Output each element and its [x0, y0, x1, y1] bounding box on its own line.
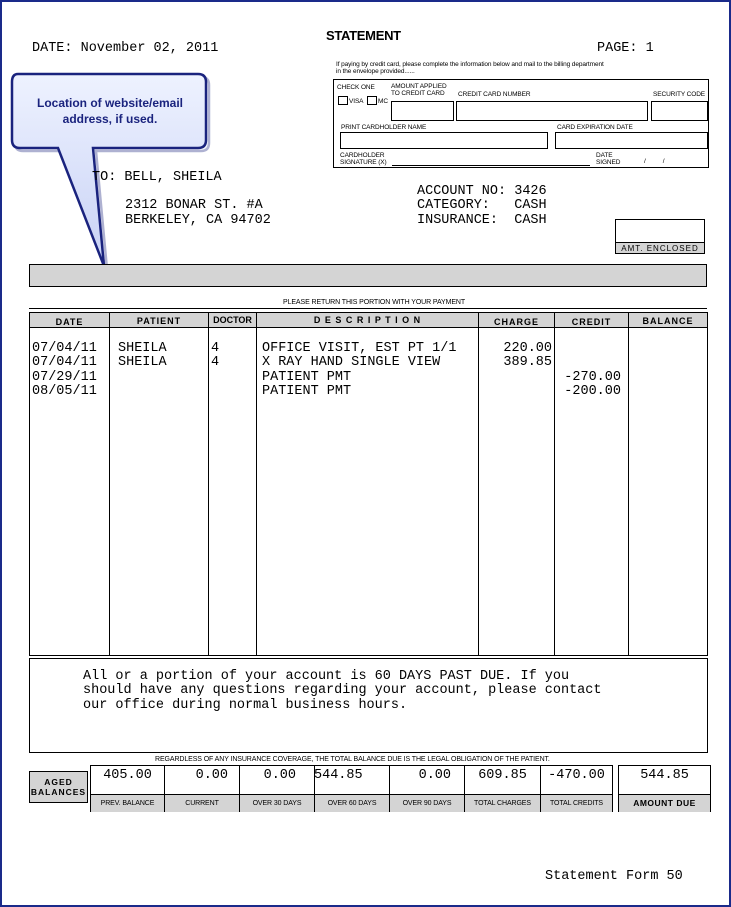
row-charge: 220.00 — [503, 341, 552, 356]
website-bar — [29, 264, 707, 287]
row-doctor: 4 — [211, 355, 220, 370]
visa-label: VISA — [349, 98, 364, 105]
aged-value-total-credits: -470.00 — [548, 768, 605, 783]
aged-value-total-charges: 609.85 — [478, 768, 527, 783]
aged-value-prev-balance: 405.00 — [103, 768, 152, 783]
col-header-charge: CHARGE — [493, 317, 539, 327]
tear-line — [29, 308, 707, 309]
row-date: 07/29/11 — [32, 370, 97, 385]
aged-label-over-60: OVER 60 DAYS — [327, 800, 377, 807]
row-description: OFFICE VISIT, EST PT 1/1 — [262, 341, 457, 356]
row-description: X RAY HAND SINGLE VIEW — [262, 355, 441, 370]
recipient-street: 2312 BONAR ST. #A — [125, 198, 263, 213]
col-divider-2 — [208, 313, 209, 656]
signature-label: CARDHOLDER SIGNATURE (X) — [340, 152, 387, 166]
security-code-field[interactable] — [651, 101, 708, 121]
legal-note: REGARDLESS OF ANY INSURANCE COVERAGE, THE TOTAL BALANCE DUE IS THE LEGAL OBLIGATION OF THE PATIENT. — [155, 756, 550, 763]
col-divider-1 — [109, 313, 110, 656]
amt-enclosed-field[interactable] — [615, 219, 705, 243]
row-credit: -200.00 — [564, 384, 621, 399]
col-divider-5 — [554, 313, 555, 656]
row-date: 08/05/11 — [32, 384, 97, 399]
col-divider-6 — [628, 313, 629, 656]
col-header-credit: CREDIT — [571, 317, 612, 327]
callout-text: Location of website/email address, if used. — [36, 96, 184, 126]
message-line-1: All or a portion of your account is 60 DAYS PAST DUE. If you — [83, 669, 570, 684]
date-signed-label: DATE SIGNED — [596, 152, 621, 166]
row-patient: SHEILA — [118, 355, 167, 370]
message-line-2: should have any questions regarding your account, please contact — [83, 683, 602, 698]
form-name: Statement Form 50 — [545, 869, 683, 884]
aged-label-total-charges: TOTAL CHARGES — [474, 800, 531, 807]
account-category: CATEGORY: CASH — [417, 198, 547, 213]
aged-label-line-2: BALANCES — [30, 787, 87, 797]
page-number: PAGE: 1 — [597, 41, 654, 56]
amount-applied-field[interactable] — [391, 101, 454, 121]
print-name-label: PRINT CARDHOLDER NAME — [341, 124, 427, 131]
amount-due-label: AMOUNT DUE — [619, 794, 710, 812]
aged-value-over-60: 544.85 — [314, 768, 363, 783]
amt-enclosed-label: AMT. ENCLOSED — [615, 242, 705, 254]
mc-label: MC — [378, 98, 388, 105]
mc-checkbox[interactable] — [367, 96, 377, 105]
cc-instructions: If paying by credit card, please complete the information below and mail to the billing department in the envelope provided...... — [336, 61, 604, 75]
aged-label-over-30: OVER 30 DAYS — [252, 800, 302, 807]
account-number: ACCOUNT NO: 3426 — [417, 184, 547, 199]
statement-title: STATEMENT — [326, 28, 401, 43]
account-insurance: INSURANCE: CASH — [417, 213, 547, 228]
col-header-description: D E S C R I P T I O N — [313, 315, 422, 325]
row-date: 07/04/11 — [32, 341, 97, 356]
security-code-label: SECURITY CODE — [653, 91, 706, 98]
cc-check-one: CHECK ONE — [337, 84, 375, 91]
col-header-patient: PATIENT — [136, 316, 182, 326]
aged-balances-label — [29, 771, 88, 803]
statement-date: DATE: November 02, 2011 — [32, 41, 219, 56]
col-header-balance: BALANCE — [642, 316, 694, 326]
aged-label-line-1: AGED — [44, 777, 73, 787]
row-date: 07/04/11 — [32, 355, 97, 370]
visa-checkbox[interactable] — [338, 96, 348, 105]
date-signed-slashes: / / — [644, 158, 665, 165]
aged-label-total-credits: TOTAL CREDITS — [549, 800, 604, 807]
aged-label-over-90: OVER 90 DAYS — [402, 800, 452, 807]
amount-due-value: 544.85 — [640, 768, 689, 783]
recipient-name: TO: BELL, SHEILA — [92, 170, 222, 185]
col-divider-3 — [256, 313, 257, 656]
row-doctor: 4 — [211, 341, 220, 356]
print-name-field[interactable] — [340, 132, 548, 149]
col-header-doctor: DOCTOR — [213, 315, 252, 325]
row-charge: 389.85 — [503, 355, 552, 370]
row-description: PATIENT PMT — [262, 370, 352, 385]
expiration-field[interactable] — [555, 132, 708, 149]
signature-line[interactable] — [392, 165, 590, 166]
aged-value-over-30: 0.00 — [263, 768, 296, 783]
message-line-3: our office during normal business hours. — [83, 698, 408, 713]
col-header-date: DATE — [55, 317, 84, 327]
recipient-city: BERKELEY, CA 94702 — [125, 213, 271, 228]
expiration-label: CARD EXPIRATION DATE — [557, 124, 633, 131]
card-number-label: CREDIT CARD NUMBER — [458, 91, 531, 98]
aged-value-over-90: 0.00 — [418, 768, 451, 783]
row-description: PATIENT PMT — [262, 384, 352, 399]
row-patient: SHEILA — [118, 341, 167, 356]
aged-label-current: CURRENT — [185, 800, 219, 807]
amount-applied-label: AMOUNT APPLIED TO CREDIT CARD — [391, 83, 447, 97]
aged-value-current: 0.00 — [195, 768, 228, 783]
card-number-field[interactable] — [456, 101, 648, 121]
row-credit: -270.00 — [564, 370, 621, 385]
aged-label-prev-balance: PREV. BALANCE — [100, 800, 155, 807]
return-note: PLEASE RETURN THIS PORTION WITH YOUR PAYMENT — [283, 299, 466, 306]
